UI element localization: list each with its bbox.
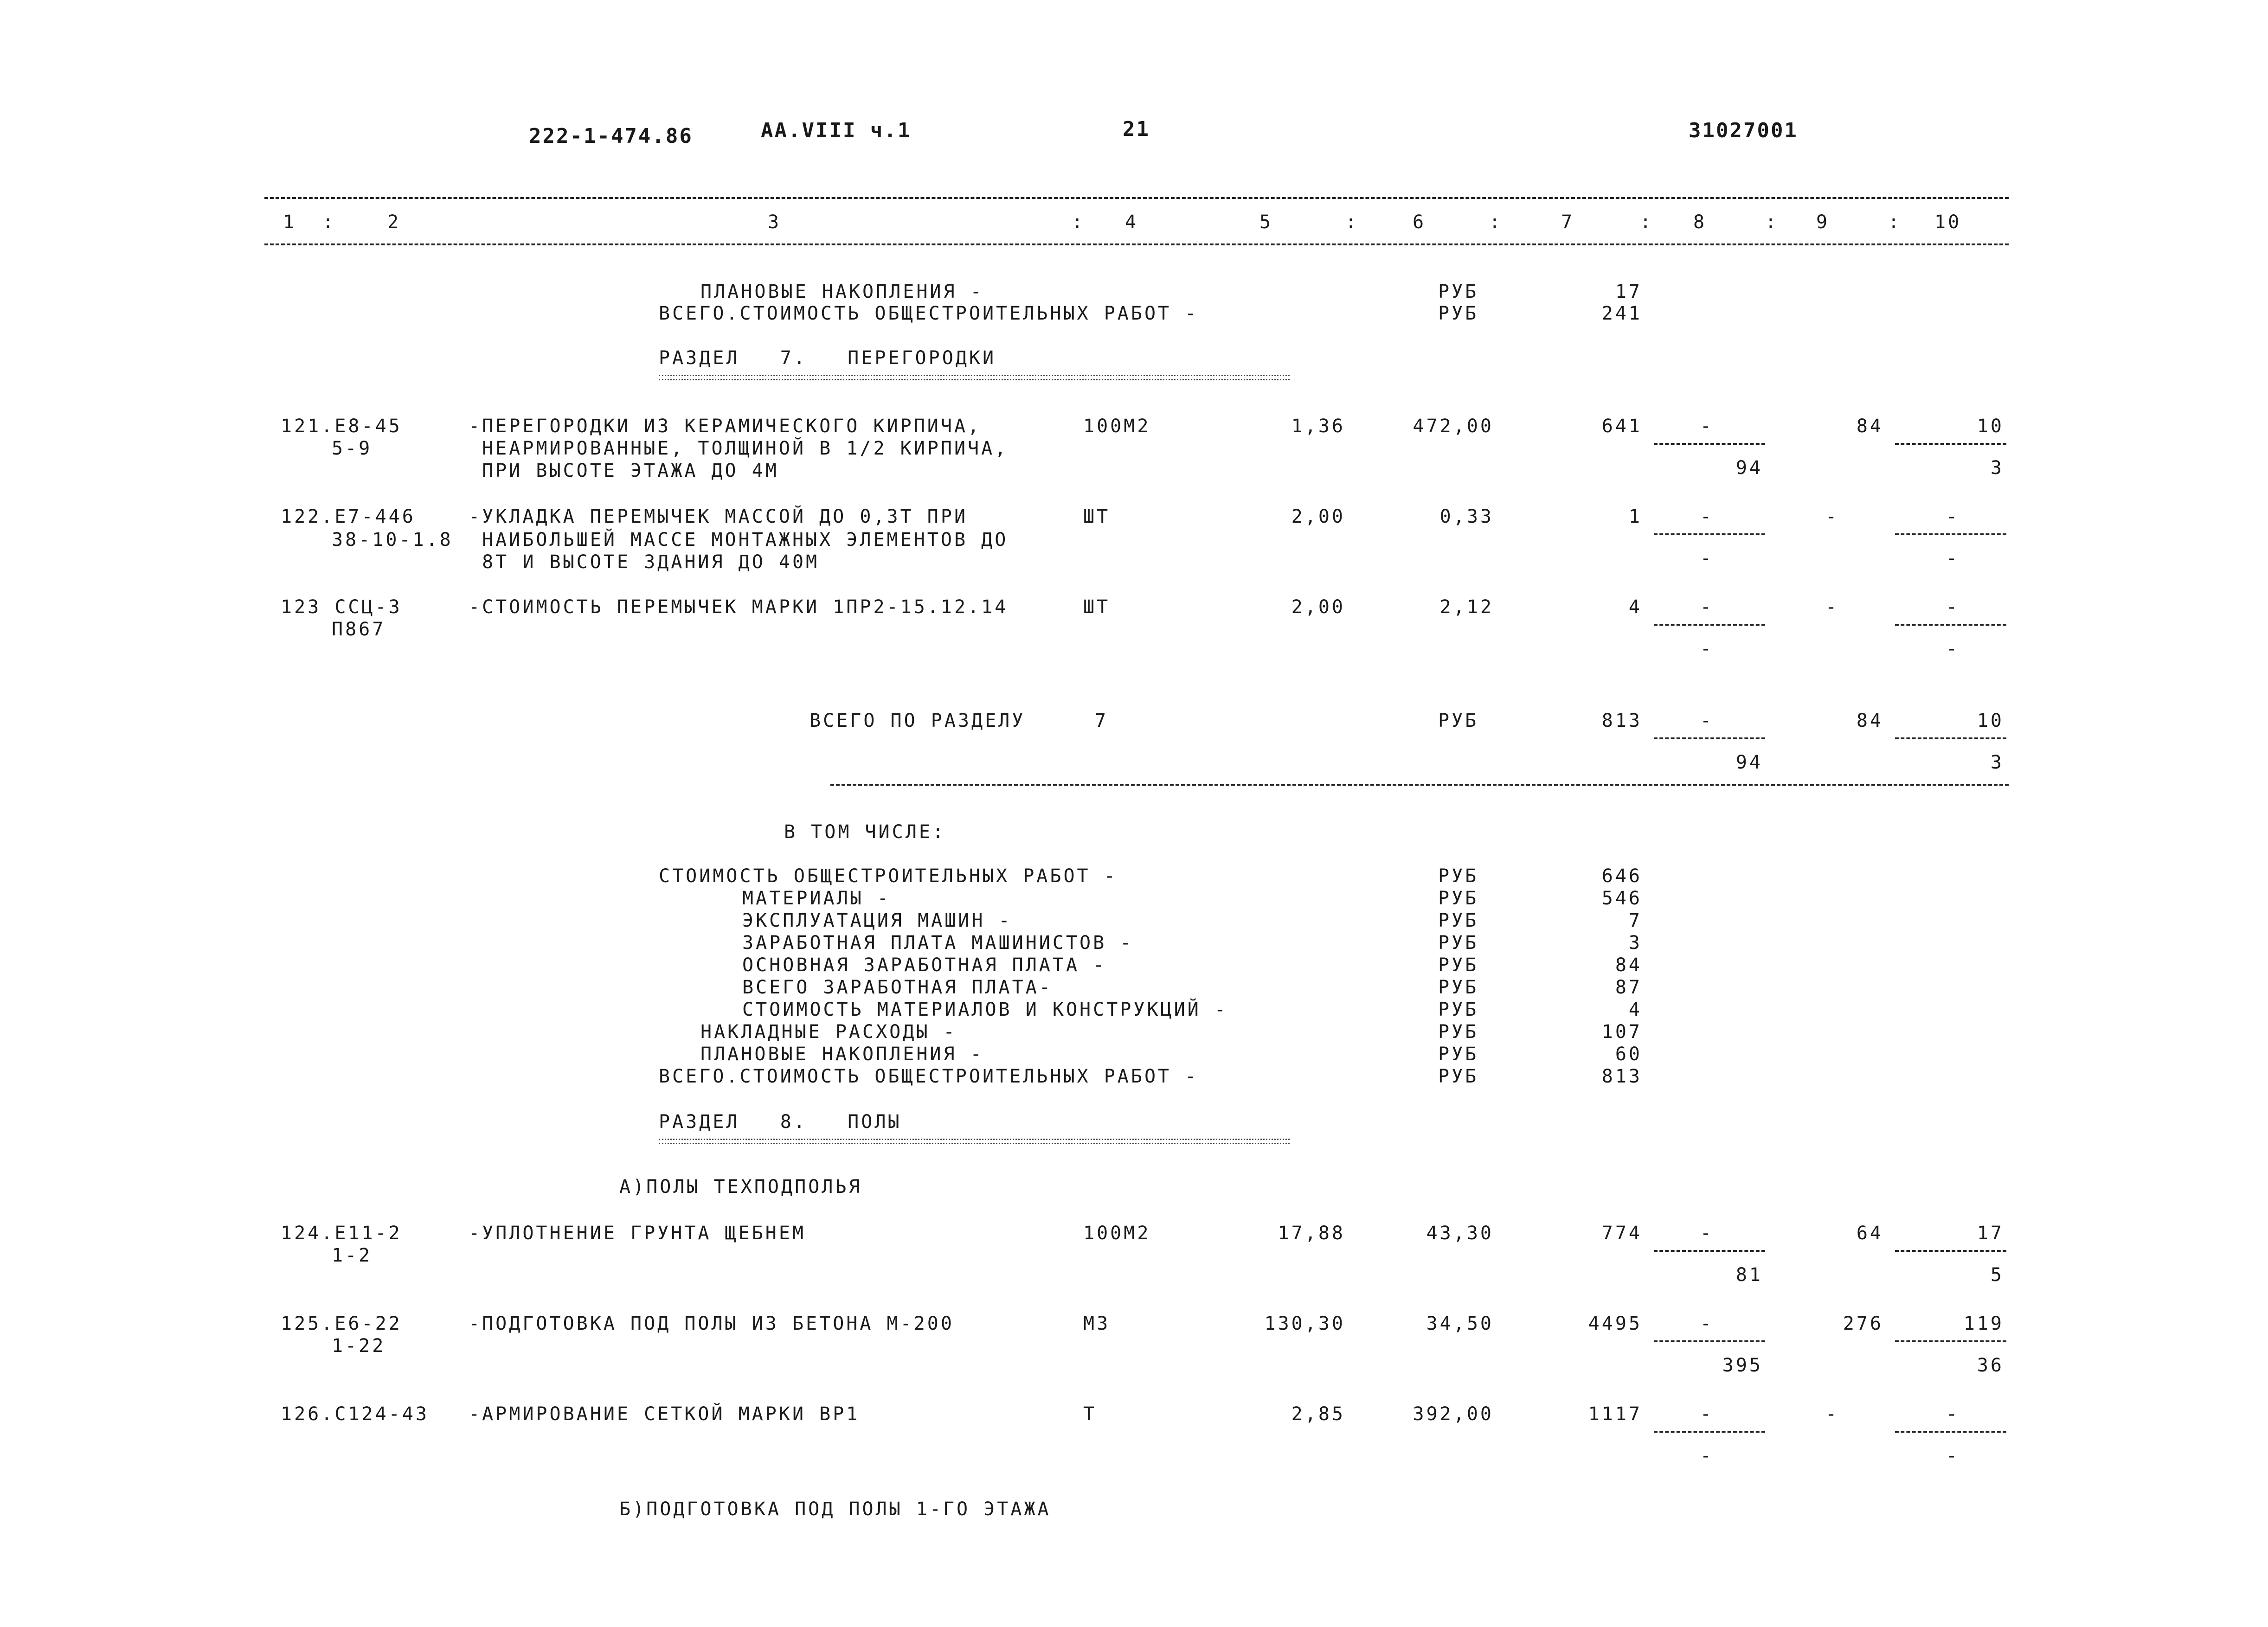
- row-col8-top: -: [1700, 1313, 1714, 1334]
- breakdown-value: 84: [1615, 954, 1642, 976]
- row-col9: 276: [1843, 1313, 1883, 1334]
- row-code-ref: 38-10-1.8: [332, 529, 453, 551]
- section-7-underline: [659, 375, 1290, 380]
- row-code: 123 ССЦ-3: [281, 596, 402, 618]
- breakdown-value: 107: [1601, 1021, 1642, 1043]
- col-2: 2: [387, 211, 401, 233]
- row-code-ref: П867: [332, 619, 386, 640]
- row-quantity: 2,85: [1291, 1403, 1345, 1425]
- row-quantity: 1,36: [1291, 416, 1345, 437]
- section-8-underline: [659, 1139, 1290, 1144]
- breakdown-heading: В ТОМ ЧИСЛЕ:: [784, 821, 946, 843]
- row-description: 8Т И ВЫСОТЕ ЗДАНИЯ ДО 40М: [469, 551, 820, 573]
- row-total: 4495: [1588, 1313, 1642, 1334]
- breakdown-label: ЭКСПЛУАТАЦИЯ МАШИН -: [742, 910, 1012, 931]
- section-total-col8-top: -: [1700, 710, 1714, 731]
- row-col10-top: 119: [1963, 1313, 2004, 1334]
- row-col10-bottom: -: [1946, 1445, 1960, 1467]
- row-unit: М3: [1083, 1313, 1111, 1334]
- row-total: 1117: [1588, 1403, 1642, 1425]
- col-3: 3: [768, 211, 782, 233]
- breakdown-value: 813: [1601, 1066, 1642, 1087]
- row-col8-top: -: [1700, 1223, 1714, 1244]
- row-unit-price: 392,00: [1413, 1403, 1494, 1425]
- breakdown-value: 4: [1628, 999, 1642, 1020]
- planned-savings-value: 17: [1615, 281, 1642, 302]
- row-code: 126.С124-43: [281, 1403, 429, 1425]
- breakdown-value: 646: [1601, 865, 1642, 887]
- row-total: 1: [1628, 506, 1642, 527]
- fraction-line: [1895, 1340, 2006, 1342]
- breakdown-label: МАТЕРИАЛЫ -: [742, 888, 891, 909]
- row-col8-bottom: 94: [1735, 457, 1763, 479]
- breakdown-unit: РУБ: [1438, 888, 1479, 909]
- row-description: НЕАРМИРОВАННЫЕ, ТОЛЩИНОЙ В 1/2 КИРПИЧА,: [469, 438, 1009, 459]
- section-total-value: 813: [1601, 710, 1642, 731]
- breakdown-label: НАКЛАДНЫЕ РАСХОДЫ -: [700, 1021, 957, 1043]
- row-col9: 84: [1856, 416, 1883, 437]
- breakdown-label: СТОИМОСТЬ МАТЕРИАЛОВ И КОНСТРУКЦИЙ -: [742, 999, 1228, 1020]
- fraction-line: [1654, 443, 1765, 445]
- breakdown-label: ВСЕГО ЗАРАБОТНАЯ ПЛАТА-: [742, 977, 1053, 998]
- row-col8-bottom: 81: [1735, 1264, 1763, 1286]
- fraction-line: [1654, 533, 1765, 535]
- row-col9: -: [1825, 596, 1839, 618]
- row-code: 121.Е8-45: [281, 416, 402, 437]
- col-sep: :: [1345, 211, 1359, 233]
- row-description: -ПОДГОТОВКА ПОД ПОЛЫ ИЗ БЕТОНА М-200: [469, 1313, 954, 1334]
- fraction-line: [1654, 1340, 1765, 1342]
- fraction-line: [1654, 1431, 1765, 1433]
- row-col10-top: -: [1946, 596, 1960, 618]
- row-description: ПРИ ВЫСОТЕ ЭТАЖА ДО 4М: [469, 460, 779, 481]
- fraction-line: [1895, 624, 2006, 626]
- breakdown-unit: РУБ: [1438, 954, 1479, 976]
- col-sep: :: [1072, 211, 1086, 233]
- row-quantity: 130,30: [1264, 1313, 1345, 1334]
- breakdown-label: ОСНОВНАЯ ЗАРАБОТНАЯ ПЛАТА -: [742, 954, 1107, 976]
- column-header-bottom-rule: [264, 243, 2009, 245]
- col-6: 6: [1413, 211, 1426, 233]
- breakdown-unit: РУБ: [1438, 1021, 1479, 1043]
- fraction-line: [1654, 1250, 1765, 1252]
- breakdown-value: 87: [1615, 977, 1642, 998]
- breakdown-unit: РУБ: [1438, 999, 1479, 1020]
- row-unit-price: 43,30: [1426, 1223, 1494, 1244]
- section-total-col10-top: 10: [1977, 710, 2004, 731]
- breakdown-unit: РУБ: [1438, 977, 1479, 998]
- fraction-line: [1895, 1431, 2006, 1433]
- page-number: 21: [1123, 117, 1150, 141]
- row-description: НАИБОЛЬШЕЙ МАССЕ МОНТАЖНЫХ ЭЛЕМЕНТОВ ДО: [469, 529, 1009, 551]
- breakdown-unit: РУБ: [1438, 910, 1479, 931]
- breakdown-unit: РУБ: [1438, 865, 1479, 887]
- row-col9: 64: [1856, 1223, 1883, 1244]
- fraction-line: [1895, 443, 2006, 445]
- row-col8-bottom: -: [1700, 548, 1714, 569]
- row-unit-price: 0,33: [1439, 506, 1494, 527]
- row-unit: ШТ: [1083, 506, 1111, 527]
- row-quantity: 2,00: [1291, 506, 1345, 527]
- row-description: -ПЕРЕГОРОДКИ ИЗ КЕРАМИЧЕСКОГО КИРПИЧА,: [469, 416, 982, 437]
- row-col10-top: 10: [1977, 416, 2004, 437]
- row-unit-price: 2,12: [1439, 596, 1494, 618]
- row-col10-top: 17: [1977, 1223, 2004, 1244]
- total-cost-label: ВСЕГО.СТОИМОСТЬ ОБЩЕСТРОИТЕЛЬНЫХ РАБОТ -: [659, 303, 1199, 324]
- fraction-line: [1895, 1250, 2006, 1252]
- row-col10-bottom: 36: [1977, 1355, 2004, 1376]
- section-8-subheading-b: Б)ПОДГОТОВКА ПОД ПОЛЫ 1-ГО ЭТАЖА: [619, 1499, 1051, 1520]
- row-total: 774: [1601, 1223, 1642, 1244]
- row-col10-bottom: 5: [1990, 1264, 2004, 1286]
- col-sep: :: [1640, 211, 1654, 233]
- breakdown-unit: РУБ: [1438, 1044, 1479, 1065]
- row-unit: ШТ: [1083, 596, 1111, 618]
- col-sep: :: [322, 211, 336, 233]
- breakdown-label: ЗАРАБОТНАЯ ПЛАТА МАШИНИСТОВ -: [742, 932, 1134, 954]
- fraction-line: [1654, 624, 1765, 626]
- row-col8-top: -: [1700, 596, 1714, 618]
- row-code-ref: 1-2: [332, 1245, 373, 1266]
- breakdown-value: 546: [1601, 888, 1642, 909]
- fraction-line: [1895, 737, 2006, 739]
- breakdown-value: 60: [1615, 1044, 1642, 1065]
- col-sep: :: [1888, 211, 1902, 233]
- row-description: -УКЛАДКА ПЕРЕМЫЧЕК МАССОЙ ДО 0,3Т ПРИ: [469, 506, 968, 527]
- planned-savings-label: ПЛАНОВЫЕ НАКОПЛЕНИЯ -: [700, 281, 984, 302]
- row-col8-top: -: [1700, 506, 1714, 527]
- row-col9: -: [1825, 1403, 1839, 1425]
- column-header-top-rule: [264, 197, 2009, 199]
- album-code: АА.VIII ч.1: [761, 119, 912, 142]
- col-sep: :: [1765, 211, 1779, 233]
- row-description: -УПЛОТНЕНИЕ ГРУНТА ЩЕБНЕМ: [469, 1223, 806, 1244]
- fraction-line: [1654, 737, 1765, 739]
- breakdown-unit: РУБ: [1438, 932, 1479, 954]
- breakdown-value: 7: [1628, 910, 1642, 931]
- section-8-title: РАЗДЕЛ 8. ПОЛЫ: [659, 1111, 902, 1133]
- row-unit: Т: [1083, 1403, 1097, 1425]
- row-unit-price: 472,00: [1413, 416, 1494, 437]
- col-9: 9: [1816, 211, 1830, 233]
- row-code-ref: 5-9: [332, 438, 373, 459]
- section-total-number: 7: [1095, 710, 1109, 731]
- col-8: 8: [1693, 211, 1707, 233]
- col-1: 1: [283, 211, 297, 233]
- row-code: 124.Е11-2: [281, 1223, 402, 1244]
- row-total: 4: [1628, 596, 1642, 618]
- row-col10-bottom: -: [1946, 548, 1960, 569]
- planned-savings-unit: РУБ: [1438, 281, 1479, 302]
- section-total-label: ВСЕГО ПО РАЗДЕЛУ: [810, 710, 1026, 731]
- row-quantity: 2,00: [1291, 596, 1345, 618]
- row-col8-top: -: [1700, 1403, 1714, 1425]
- section-8-subheading-a: А)ПОЛЫ ТЕХПОДПОЛЬЯ: [619, 1176, 862, 1198]
- row-unit-price: 34,50: [1426, 1313, 1494, 1334]
- row-code-ref: 1-22: [332, 1335, 386, 1357]
- row-col10-top: -: [1946, 506, 1960, 527]
- section-total-unit: РУБ: [1438, 710, 1479, 731]
- row-unit: 100М2: [1083, 1223, 1151, 1244]
- breakdown-value: 3: [1628, 932, 1642, 954]
- row-col8-bottom: -: [1700, 638, 1714, 660]
- row-col8-bottom: 395: [1722, 1355, 1763, 1376]
- row-col8-bottom: -: [1700, 1445, 1714, 1467]
- breakdown-label: ВСЕГО.СТОИМОСТЬ ОБЩЕСТРОИТЕЛЬНЫХ РАБОТ -: [659, 1066, 1199, 1087]
- row-quantity: 17,88: [1278, 1223, 1345, 1244]
- row-total: 641: [1601, 416, 1642, 437]
- section-total-rule: [830, 784, 2009, 786]
- breakdown-label: ПЛАНОВЫЕ НАКОПЛЕНИЯ -: [700, 1044, 984, 1065]
- row-col10-top: -: [1946, 1403, 1960, 1425]
- col-7: 7: [1561, 211, 1575, 233]
- col-sep: :: [1489, 211, 1503, 233]
- section-total-col9: 84: [1856, 710, 1883, 731]
- doc-code: 222-1-474.86: [529, 124, 693, 148]
- col-5: 5: [1259, 211, 1273, 233]
- col-4: 4: [1125, 211, 1139, 233]
- row-col8-top: -: [1700, 416, 1714, 437]
- breakdown-label: СТОИМОСТЬ ОБЩЕСТРОИТЕЛЬНЫХ РАБОТ -: [659, 865, 1118, 887]
- row-col10-bottom: -: [1946, 638, 1960, 660]
- row-col10-bottom: 3: [1990, 457, 2004, 479]
- doc-number: 31027001: [1689, 119, 1798, 142]
- total-cost-value: 241: [1601, 303, 1642, 324]
- row-description: -АРМИРОВАНИЕ СЕТКОЙ МАРКИ ВР1: [469, 1403, 860, 1425]
- total-cost-unit: РУБ: [1438, 303, 1479, 324]
- section-total-col10-bottom: 3: [1990, 752, 2004, 773]
- col-10: 10: [1934, 211, 1962, 233]
- row-description: -СТОИМОСТЬ ПЕРЕМЫЧЕК МАРКИ 1ПР2-15.12.14: [469, 596, 1009, 618]
- section-total-col8-bottom: 94: [1735, 752, 1763, 773]
- row-unit: 100М2: [1083, 416, 1151, 437]
- fraction-line: [1895, 533, 2006, 535]
- row-code: 122.Е7-446: [281, 506, 416, 527]
- row-code: 125.Е6-22: [281, 1313, 402, 1334]
- breakdown-unit: РУБ: [1438, 1066, 1479, 1087]
- section-7-title: РАЗДЕЛ 7. ПЕРЕГОРОДКИ: [659, 347, 996, 369]
- row-col9: -: [1825, 506, 1839, 527]
